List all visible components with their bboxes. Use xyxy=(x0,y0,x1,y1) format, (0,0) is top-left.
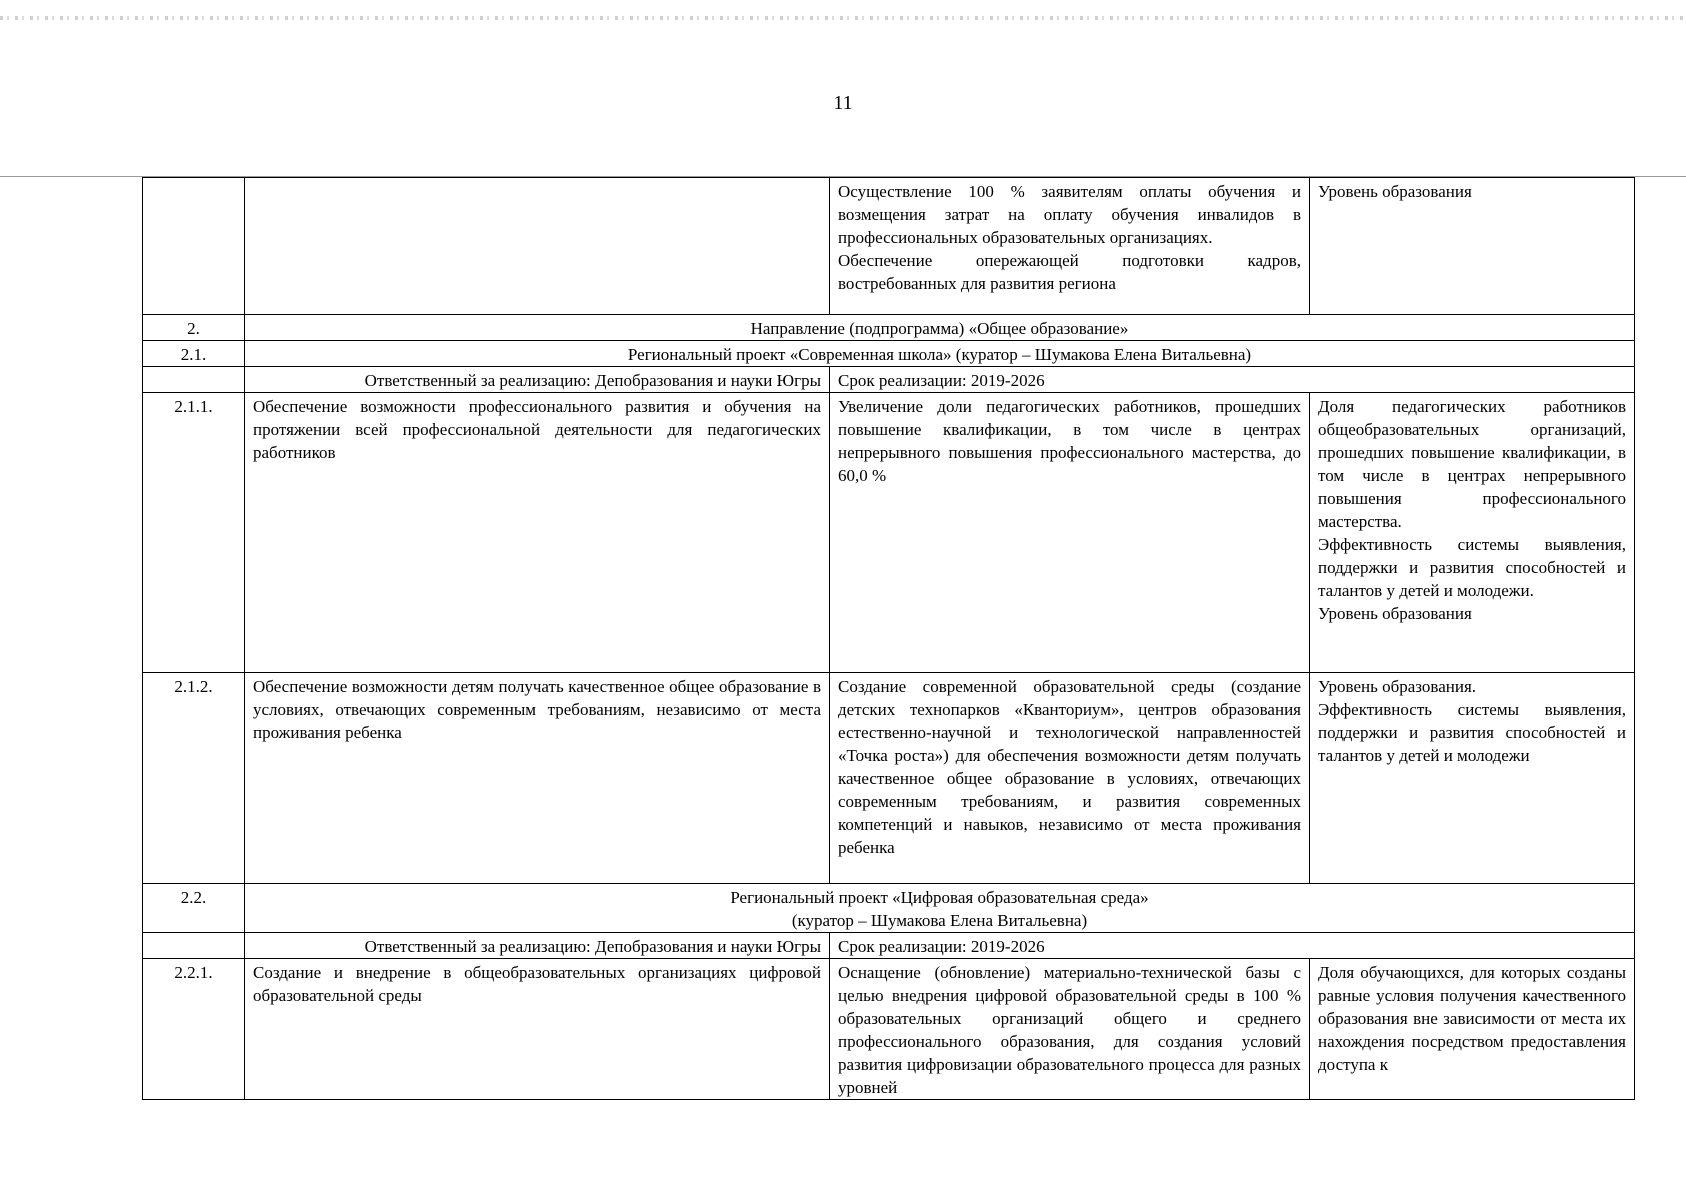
result-cell: Осуществление 100 % заявителям оплаты обучения и возмещения затрат на оплату обучения инвалидов в профессиональных образовательных организациях. Обеспечение опережающей подготовки кадров, востребованных для развития региона xyxy=(830,178,1310,315)
table-row-heading xyxy=(143,315,1635,341)
table-row-heading xyxy=(143,341,1635,367)
indicator-cell: Уровень образования xyxy=(1310,178,1635,315)
scan-edge-noise xyxy=(0,16,1686,20)
result-cell: Создание современной образовательной среды (создание детских технопарков «Кванториум», центров образования естественно-научной и технологической направленностей «Точка роста») для обеспечения возможности детям получать качественное общее образование в условиях, отвечающих современным требованиям, и развития современных компетенций и навыков, независимо от места проживания ребенка xyxy=(830,673,1310,884)
table-row-item xyxy=(143,959,1635,1100)
implementation-term: Срок реализации: 2019-2026 xyxy=(830,367,1635,393)
indicator-cell: Доля педагогических работников общеобразовательных организаций, прошедших повышение квалификации, в том числе в центрах непрерывного повышения профессионального мастерства. Эффективность системы выявления, поддержки и развития способностей и талантов у детей и молодежи. Уровень образования xyxy=(1310,393,1635,673)
indicator-cell: Уровень образования. Эффективность системы выявления, поддержки и развития способностей и талантов у детей и молодежи xyxy=(1310,673,1635,884)
program-table-body xyxy=(143,178,1635,1100)
row-number-empty xyxy=(143,933,245,959)
task-cell: Обеспечение возможности детям получать качественное общее образование в условиях, отвечающих современным требованиям, независимо от места проживания ребенка xyxy=(245,673,830,884)
task-cell: Создание и внедрение в общеобразовательных организациях цифровой образовательной среды xyxy=(245,959,830,1100)
row-number xyxy=(143,178,245,315)
table-row-item xyxy=(143,178,1635,315)
section-heading: Региональный проект «Цифровая образовательная среда» (куратор – Шумакова Елена Витальевна) xyxy=(245,884,1635,933)
row-number: 2.1.1. xyxy=(143,393,245,673)
implementation-term: Срок реализации: 2019-2026 xyxy=(830,933,1635,959)
task-cell: Обеспечение возможности профессионального развития и обучения на протяжении всей профессиональной деятельности для педагогических работников xyxy=(245,393,830,673)
responsible-executor: Ответственный за реализацию: Депобразования и науки Югры xyxy=(245,933,830,959)
table-row-item xyxy=(143,393,1635,673)
task-cell xyxy=(245,178,830,315)
table-row-heading xyxy=(143,884,1635,933)
row-number-empty xyxy=(143,367,245,393)
table-row-item xyxy=(143,673,1635,884)
result-cell: Увеличение доли педагогических работников, прошедших повышение квалификации, в том числе в центрах непрерывного повышения профессионального мастерства, до 60,0 % xyxy=(830,393,1310,673)
indicator-cell: Доля обучающихся, для которых созданы равные условия получения качественного образования вне зависимости от места их нахождения посредством предоставления доступа к xyxy=(1310,959,1635,1100)
row-number: 2.1.2. xyxy=(143,673,245,884)
table-row-responsible xyxy=(143,933,1635,959)
program-table xyxy=(142,177,1635,1100)
section-heading: Региональный проект «Современная школа» (куратор – Шумакова Елена Витальевна) xyxy=(245,341,1635,367)
table-row-responsible xyxy=(143,367,1635,393)
row-number: 2.2. xyxy=(143,884,245,933)
row-number: 2.1. xyxy=(143,341,245,367)
responsible-executor: Ответственный за реализацию: Депобразования и науки Югры xyxy=(245,367,830,393)
row-number: 2.2.1. xyxy=(143,959,245,1100)
section-heading: Направление (подпрограмма) «Общее образование» xyxy=(245,315,1635,341)
row-number: 2. xyxy=(143,315,245,341)
page-number: 11 xyxy=(833,92,853,114)
result-cell: Оснащение (обновление) материально-технической базы с целью внедрения цифровой образовательной среды в 100 % образовательных организаций общего и среднего профессионального образования, для создания условий развития цифровизации образовательного процесса для разных уровней xyxy=(830,959,1310,1100)
